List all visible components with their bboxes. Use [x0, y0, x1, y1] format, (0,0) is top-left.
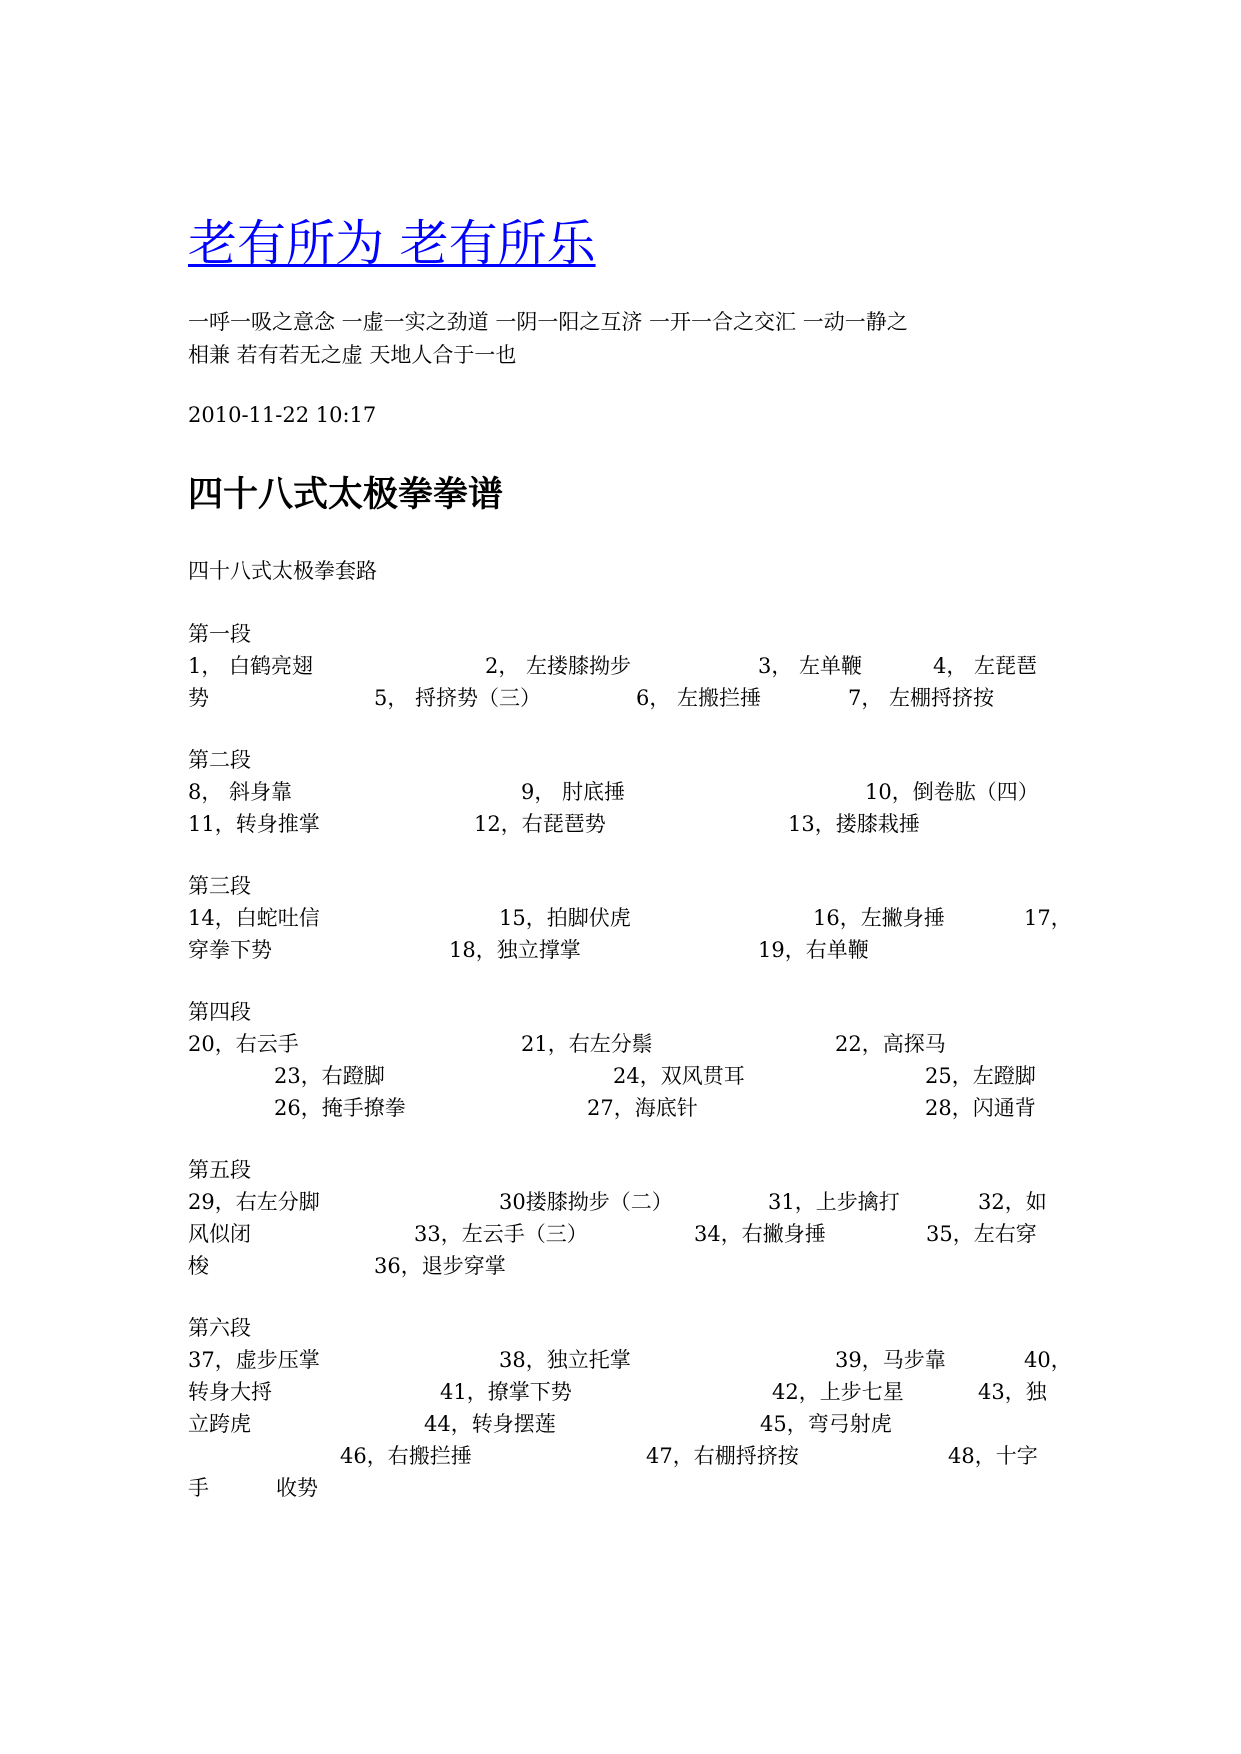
- section-line: [188, 650, 1068, 682]
- section-3: [188, 870, 1072, 966]
- movement-item: 18，独立撑掌: [449, 938, 581, 962]
- movement-item: 2， 左搂膝拗步: [485, 654, 632, 678]
- movement-item: 46，右搬拦捶: [340, 1444, 472, 1468]
- movement-item: 38，独立托掌: [499, 1348, 631, 1372]
- movement-item: 30搂膝拗步（二）: [499, 1190, 673, 1214]
- movement-item: 40，: [1024, 1348, 1072, 1372]
- movement-item: 10，倒卷肱（四）: [865, 780, 1039, 804]
- section-line: [188, 808, 1068, 840]
- blog-title-link[interactable]: 老有所为 老有所乐: [188, 215, 596, 272]
- movement-item: 收势: [276, 1476, 318, 1500]
- section-5: [188, 1154, 1068, 1282]
- movement-item: 17，: [1024, 906, 1072, 930]
- section-line: [188, 934, 1068, 966]
- movement-item: 45，弯弓射虎: [760, 1412, 892, 1436]
- section-1: [188, 618, 1068, 714]
- section-line: [188, 1028, 1068, 1060]
- movement-item: 19，右单鞭: [758, 938, 869, 962]
- section-4: [188, 996, 1068, 1124]
- movement-item: 39，马步靠: [835, 1348, 946, 1372]
- section-heading: 第二段: [188, 748, 251, 772]
- section-heading: 第五段: [188, 1158, 251, 1182]
- movement-item: 41，撩掌下势: [440, 1380, 572, 1404]
- movement-item: 15，拍脚伏虎: [499, 906, 631, 930]
- movement-item: 12，右琵琶势: [474, 812, 606, 836]
- section-heading: 第六段: [188, 1316, 251, 1340]
- movement-item: 4， 左琵琶: [933, 654, 1038, 678]
- movement-item: 20，右云手: [188, 1032, 299, 1056]
- movement-item: 28，闪通背: [925, 1096, 1036, 1120]
- blog-motto: [188, 306, 1068, 372]
- movement-item: 穿拳下势: [188, 938, 272, 962]
- movement-item: 1， 白鹤亮翅: [188, 654, 314, 678]
- section-line: [188, 1408, 1068, 1440]
- movement-item: 47，右棚捋挤按: [646, 1444, 799, 1468]
- movement-item: 48，十字: [948, 1444, 1038, 1468]
- movement-item: 22，高探马: [835, 1032, 946, 1056]
- movement-item: 6， 左搬拦捶: [636, 686, 762, 710]
- movement-item: 33，左云手（三）: [414, 1222, 588, 1246]
- movement-item: 43，独: [978, 1380, 1047, 1404]
- movement-item: 转身大捋: [188, 1380, 272, 1404]
- section-line: [188, 1472, 1068, 1504]
- section-line: [188, 902, 1072, 934]
- movement-item: 21，右左分鬃: [521, 1032, 653, 1056]
- movement-item: 34，右撇身捶: [694, 1222, 826, 1246]
- section-line: [188, 1186, 1068, 1218]
- section-line: [188, 1344, 1072, 1376]
- movement-item: 37，虚步压掌: [188, 1348, 320, 1372]
- motto-line: 一呼一吸之意念 一虚一实之劲道 一阴一阳之互济 一开一合之交汇 一动一静之: [188, 310, 908, 334]
- movement-item: 32，如: [978, 1190, 1047, 1214]
- section-line: [188, 1376, 1068, 1408]
- section-heading: 第四段: [188, 1000, 251, 1024]
- movement-item: 31，上步擒打: [768, 1190, 900, 1214]
- movement-item: 立跨虎: [188, 1412, 251, 1436]
- section-line: [188, 682, 1068, 714]
- section-line: [188, 1440, 1068, 1472]
- section-6: [188, 1312, 1072, 1504]
- movement-item: 梭: [188, 1254, 209, 1278]
- section-line: [188, 1250, 1068, 1282]
- movement-item: 势: [188, 686, 209, 710]
- section-line: [188, 1092, 1068, 1124]
- movement-item: 24，双风贯耳: [613, 1064, 745, 1088]
- movement-item: 8， 斜身靠: [188, 780, 293, 804]
- movement-item: 9， 肘底捶: [521, 780, 626, 804]
- movement-item: 35，左右穿: [926, 1222, 1037, 1246]
- movement-item: 3， 左单鞭: [758, 654, 863, 678]
- section-2: [188, 744, 1068, 840]
- movement-item: 23，右蹬脚: [274, 1064, 385, 1088]
- movement-item: 13，搂膝栽捶: [788, 812, 920, 836]
- movement-item: 7， 左棚捋挤按: [848, 686, 995, 710]
- movement-item: 42，上步七星: [772, 1380, 904, 1404]
- movement-item: 11，转身推掌: [188, 812, 320, 836]
- movement-item: 36，退步穿掌: [374, 1254, 506, 1278]
- movement-item: 25，左蹬脚: [925, 1064, 1036, 1088]
- movement-item: 5， 捋挤势（三）: [374, 686, 542, 710]
- movement-item: 风似闭: [188, 1222, 251, 1246]
- movement-item: 26，掩手撩拳: [274, 1096, 406, 1120]
- movement-item: 16，左撇身捶: [813, 906, 945, 930]
- movement-item: 27，海底针: [587, 1096, 698, 1120]
- movement-item: 14，白蛇吐信: [188, 906, 320, 930]
- movement-item: 手: [188, 1476, 209, 1500]
- movement-item: 29，右左分脚: [188, 1190, 320, 1214]
- movement-item: 44，转身摆莲: [424, 1412, 556, 1436]
- section-line: [188, 776, 1068, 808]
- section-heading: 第三段: [188, 874, 251, 898]
- section-line: [188, 1060, 1068, 1092]
- section-line: [188, 1218, 1068, 1250]
- section-heading: 第一段: [188, 622, 251, 646]
- motto-line: 相兼 若有若无之虚 天地人合于一也: [188, 343, 517, 367]
- post-timestamp: 2010-11-22 10:17: [188, 403, 377, 427]
- article-subtitle: 四十八式太极拳套路: [188, 559, 377, 583]
- article-title: 四十八式太极拳拳谱: [188, 474, 504, 515]
